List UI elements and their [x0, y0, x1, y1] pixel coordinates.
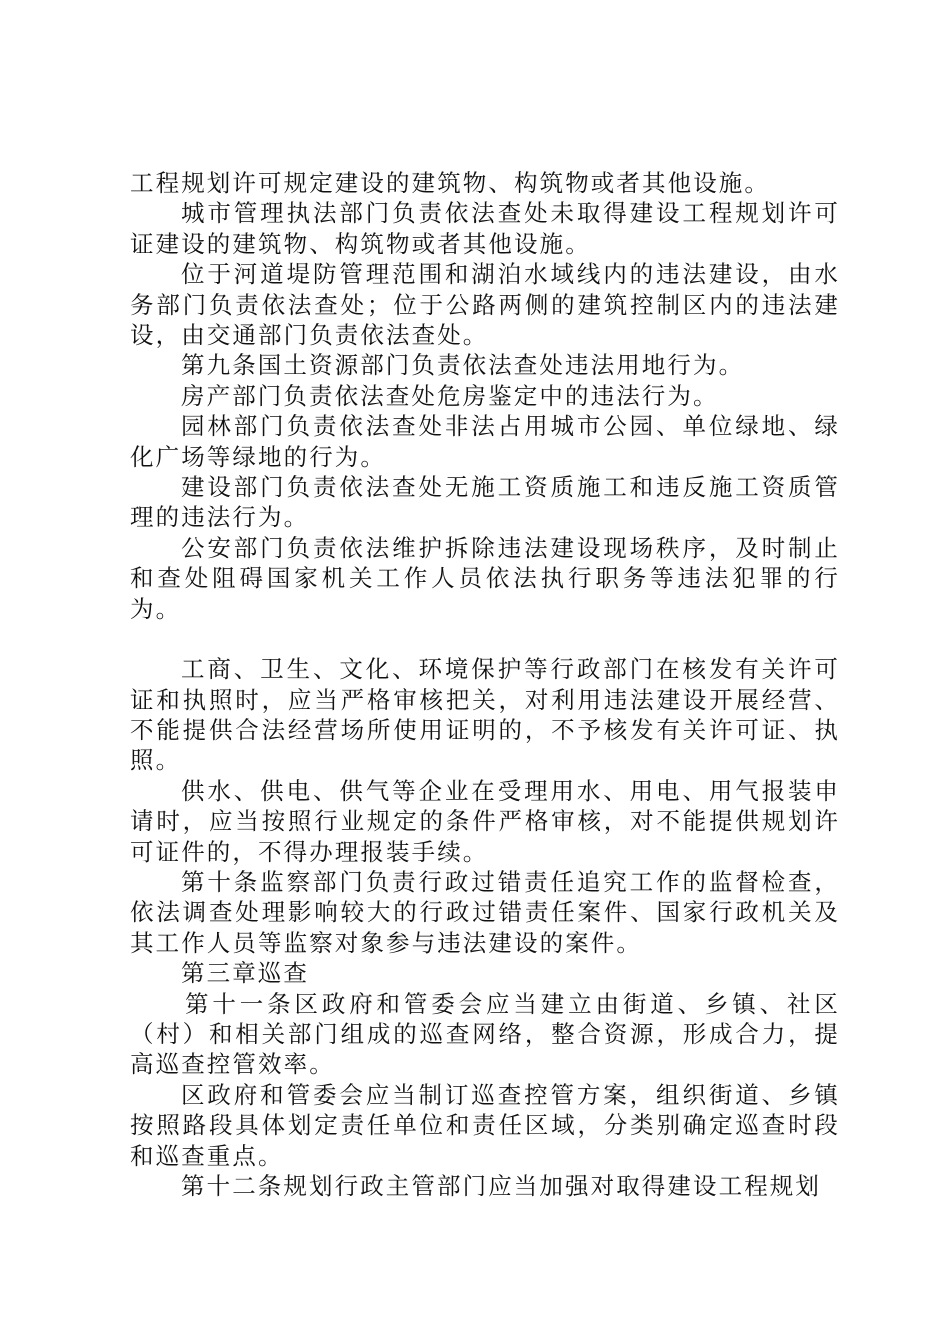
paragraph: 公安部门负责依法维护拆除违法建设现场秩序，及时制止和查处阻碍国家机关工作人员依法执行职务等违法犯罪的行为。 [130, 533, 840, 623]
article-9-paragraph: 第九条国土资源部门负责依法查处违法用地行为。 [181, 351, 745, 380]
paragraph: 工程规划许可规定建设的建筑物、构筑物或者其他设施。 [130, 169, 770, 197]
paragraph: 供水、供电、供气等企业在受理用水、用电、用气报装申请时，应当按照行业规定的条件严格审核，对不能提供规划许可证件的，不得办理报装手续。 [130, 776, 840, 866]
article-11-paragraph: 第十一条区政府和管委会应当建立由街道、乡镇、社区（村）和相关部门组成的巡查网络，整合资源，形成合力，提高巡查控管效率。 [130, 989, 840, 1079]
paragraph: 位于河道堤防管理范围和湖泊水域线内的违法建设，由水务部门负责依法查处；位于公路两侧的建筑控制区内的违法建设，由交通部门负责依法查处。 [130, 260, 840, 350]
paragraph: 区政府和管委会应当制订巡查控管方案，组织街道、乡镇按照路段具体划定责任单位和责任区域，分类别确定巡查时段和巡查重点。 [130, 1080, 840, 1170]
document-body [130, 168, 840, 1201]
paragraph: 房产部门负责依法查处危房鉴定中的违法行为。 [181, 381, 719, 410]
paragraph: 建设部门负责依法查处无施工资质施工和违反施工资质管理的违法行为。 [130, 473, 840, 532]
article-10-paragraph: 第十条监察部门负责行政过错责任追究工作的监督检查，依法调查处理影响较大的行政过错责任案件、国家行政机关及其工作人员等监察对象参与违法建设的案件。 [130, 867, 840, 957]
paragraph: 工商、卫生、文化、环境保护等行政部门在核发有关许可证和执照时，应当严格审核把关，对利用违法建设开展经营、不能提供合法经营场所使用证明的，不予核发有关许可证、执照。 [130, 655, 840, 775]
paragraph: 城市管理执法部门负责依法查处未取得建设工程规划许可证建设的建筑物、构筑物或者其他设施。 [130, 199, 840, 258]
article-12-paragraph: 第十二条规划行政主管部门应当加强对取得建设工程规划 [181, 1172, 821, 1200]
paragraph: 园林部门负责依法查处非法占用城市公园、单位绿地、绿化广场等绿地的行为。 [130, 412, 840, 471]
chapter-heading: 第三章巡查 [181, 959, 309, 988]
